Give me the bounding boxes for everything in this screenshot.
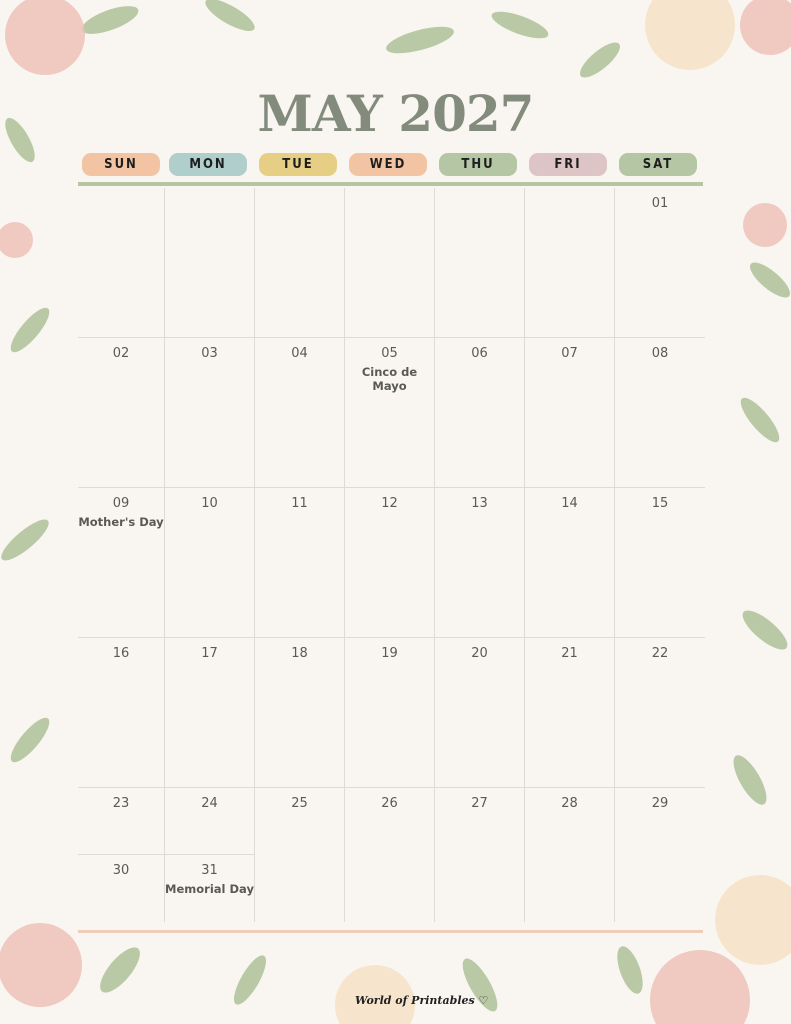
day-number: 04 [291, 346, 308, 361]
holiday-label: Mother's Day [78, 515, 164, 529]
day-number: 22 [651, 646, 669, 661]
day-cell [525, 338, 615, 488]
day-number: 16 [112, 646, 130, 661]
day-cell [78, 488, 165, 638]
day-number: 30 [112, 863, 130, 878]
day-number: 03 [201, 346, 218, 361]
day-cell [78, 638, 165, 788]
day-number: 19 [381, 646, 398, 661]
day-number: 25 [291, 796, 308, 811]
day-cell [435, 338, 525, 488]
day-number: 11 [291, 496, 308, 511]
day-cell [255, 488, 345, 638]
day-cell [78, 788, 165, 855]
day-number: 29 [651, 796, 669, 811]
day-cell [255, 788, 345, 922]
day-number: 21 [561, 646, 578, 661]
footer-rule [78, 930, 703, 933]
day-number: 24 [201, 796, 218, 811]
day-cell [165, 188, 255, 338]
day-cell [525, 788, 615, 922]
day-cell [345, 638, 435, 788]
day-cell [255, 338, 345, 488]
weekday-fri: FRI [529, 153, 607, 176]
day-number: 06 [471, 346, 488, 361]
day-cell [525, 638, 615, 788]
day-cell [165, 855, 255, 922]
day-cell [78, 338, 165, 488]
day-number: 23 [112, 796, 130, 811]
day-number: 01 [651, 196, 669, 211]
weekday-sat: SAT [619, 153, 697, 176]
day-cell [78, 855, 165, 922]
day-number: 15 [651, 496, 669, 511]
day-cell [435, 488, 525, 638]
month-title: MAY 2027 [257, 84, 534, 143]
day-cell [165, 788, 255, 855]
day-number: 27 [471, 796, 488, 811]
day-number: 17 [201, 646, 218, 661]
day-cell [435, 188, 525, 338]
day-cell [165, 488, 255, 638]
day-cell [615, 638, 705, 788]
brand-logo: World of Printables ♡ [355, 994, 489, 1007]
day-cell [615, 488, 705, 638]
day-cell [615, 338, 705, 488]
day-number: 14 [561, 496, 578, 511]
day-cell [615, 188, 705, 338]
day-cell [435, 638, 525, 788]
day-cell [525, 488, 615, 638]
day-cell [255, 188, 345, 338]
day-number: 12 [381, 496, 398, 511]
day-cell [345, 188, 435, 338]
day-number: 20 [471, 646, 488, 661]
day-cell [525, 188, 615, 338]
day-number: 08 [651, 346, 669, 361]
day-cell [615, 788, 705, 922]
day-cell [78, 188, 165, 338]
weekday-thu: THU [439, 153, 517, 176]
day-cell [165, 638, 255, 788]
day-number: 02 [112, 346, 130, 361]
holiday-label: Memorial Day [165, 882, 254, 896]
day-number: 13 [471, 496, 488, 511]
day-cell [165, 338, 255, 488]
day-number: 28 [561, 796, 578, 811]
header-rule [78, 182, 703, 186]
day-number: 18 [291, 646, 308, 661]
day-number: 05 [381, 346, 398, 361]
day-number: 26 [381, 796, 398, 811]
day-number: 31 [201, 863, 218, 878]
day-cell [345, 488, 435, 638]
day-number: 09 [112, 496, 130, 511]
weekday-tue: TUE [259, 153, 337, 176]
day-number: 10 [201, 496, 218, 511]
day-number: 07 [561, 346, 578, 361]
day-cell [255, 638, 345, 788]
weekday-sun: SUN [82, 153, 160, 176]
weekday-mon: MON [169, 153, 247, 176]
day-cell [435, 788, 525, 922]
day-cell [345, 788, 435, 922]
weekday-wed: WED [349, 153, 427, 176]
day-cell [345, 338, 435, 488]
holiday-label: Cinco de Mayo [361, 365, 418, 393]
